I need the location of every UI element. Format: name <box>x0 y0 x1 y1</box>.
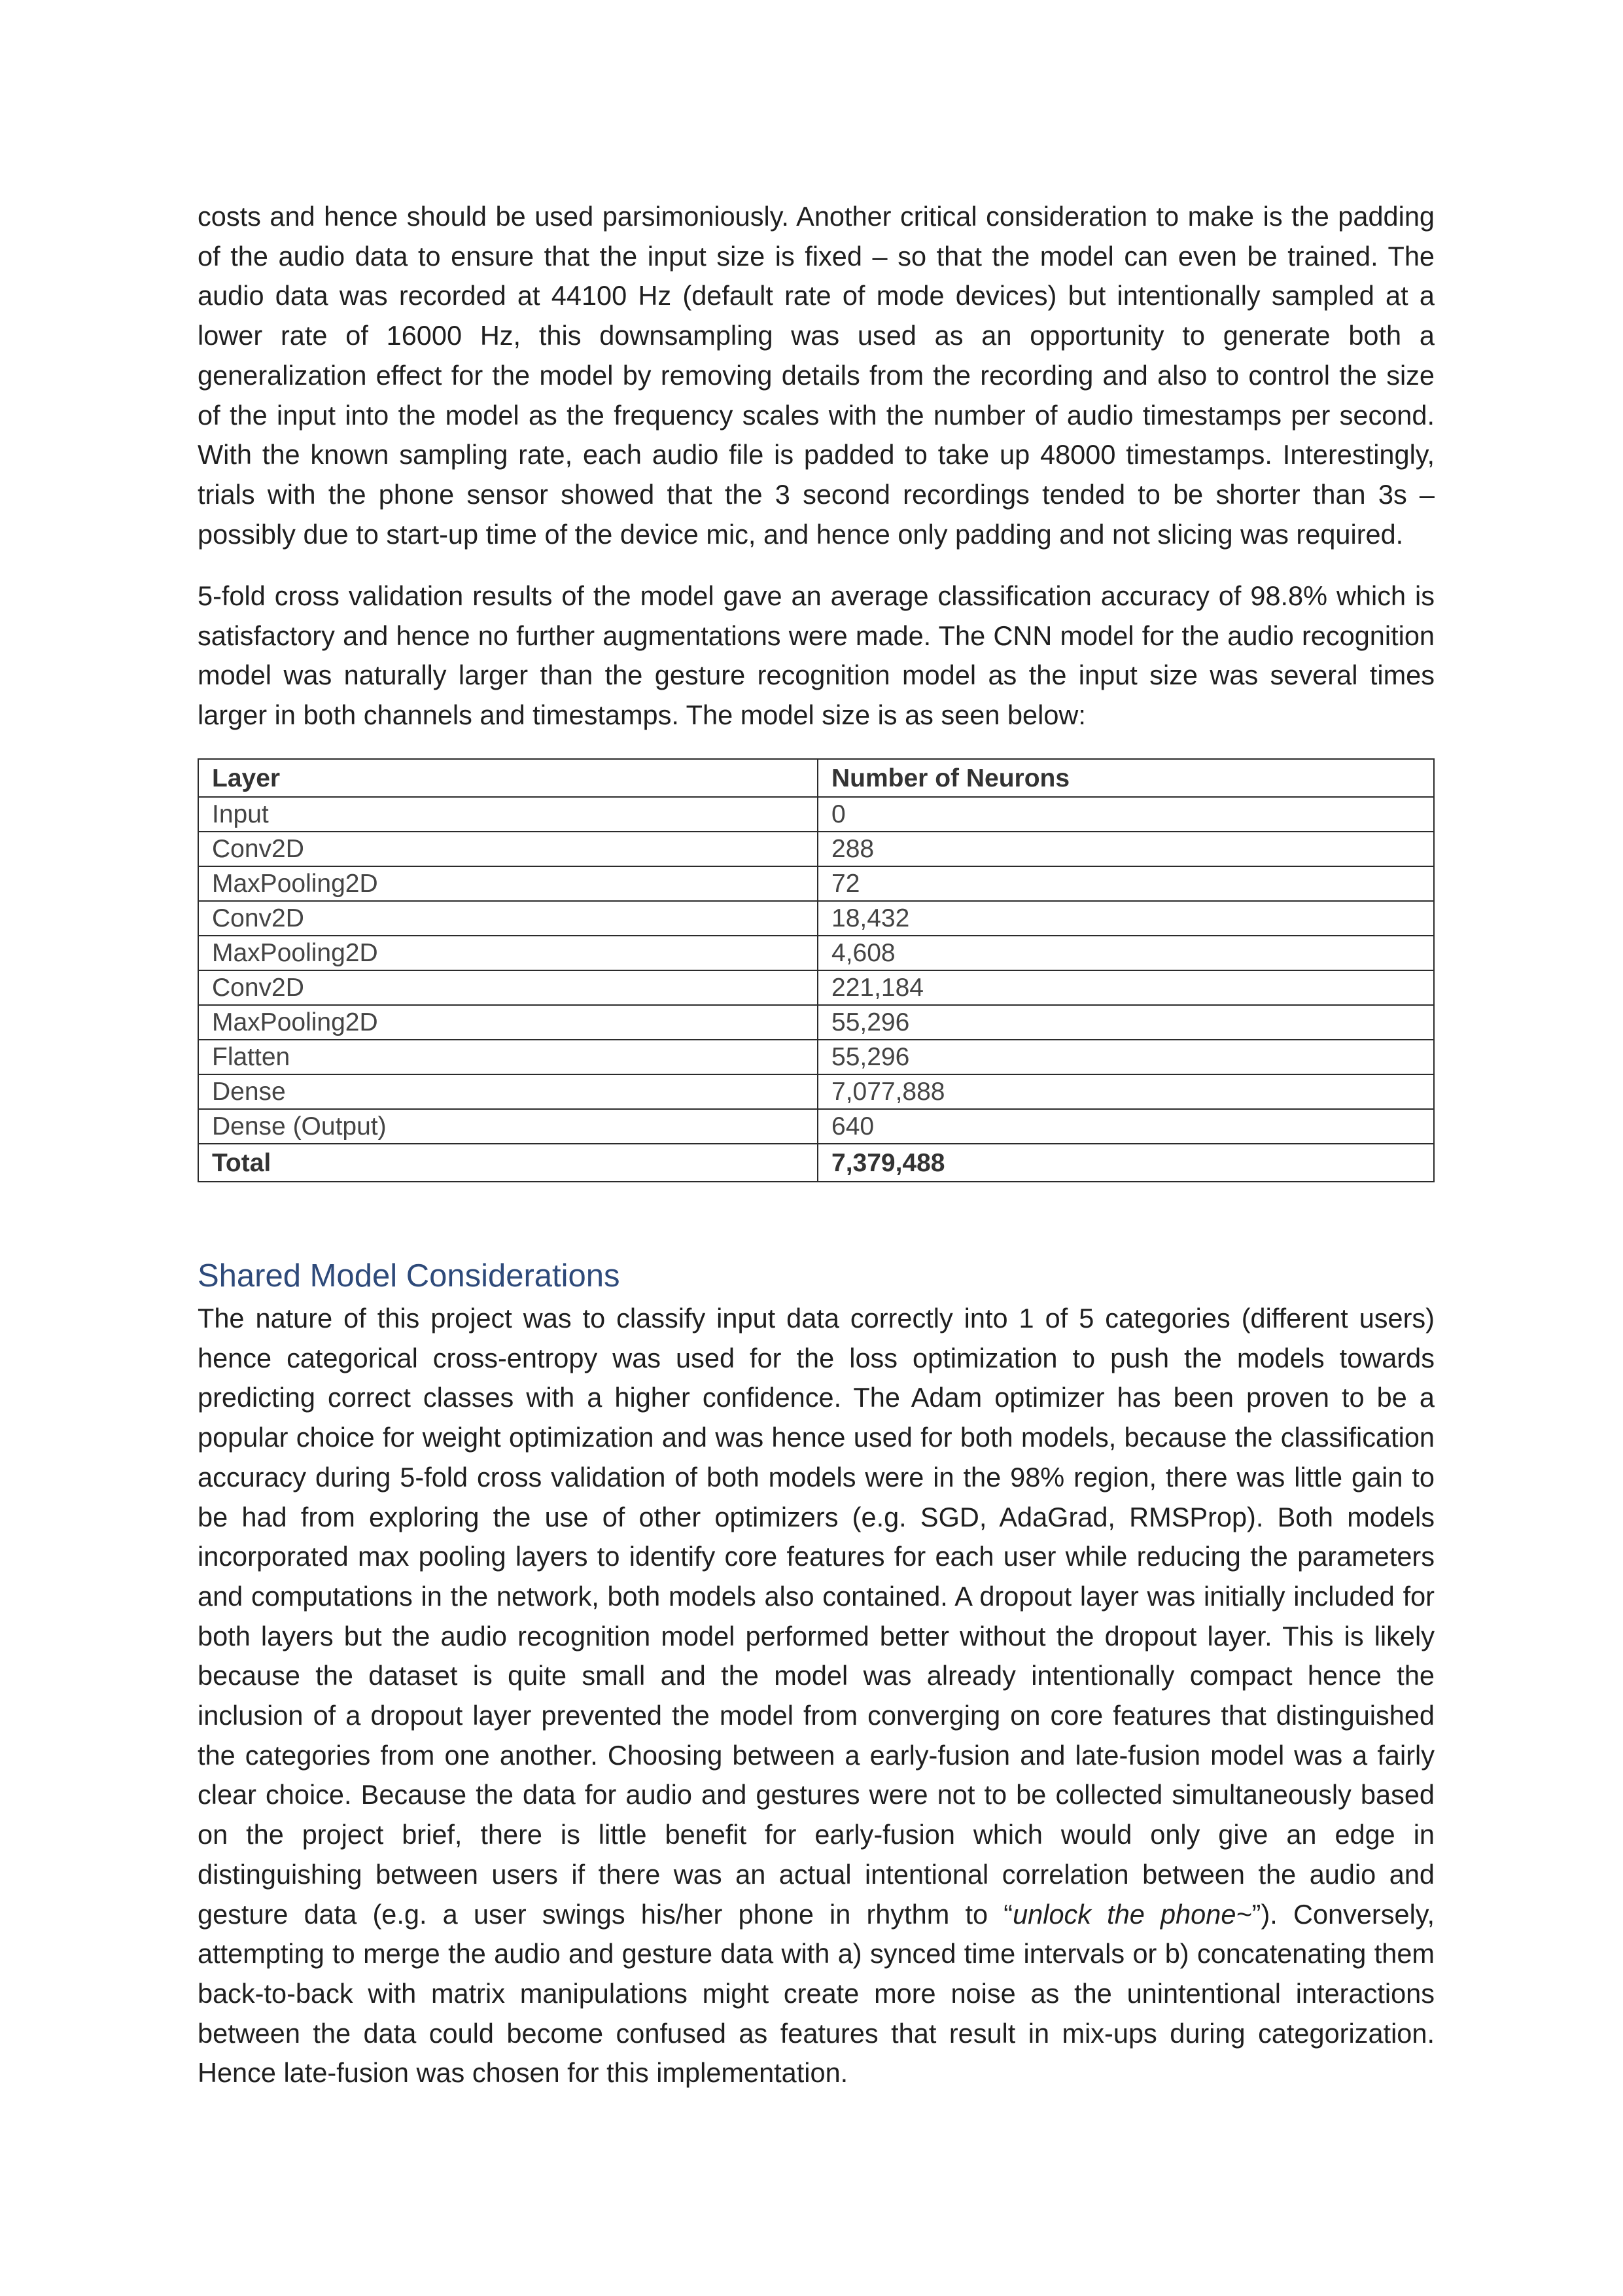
layer-cell: Flatten <box>198 1040 818 1074</box>
total-label: Total <box>198 1144 818 1182</box>
table-row <box>198 1005 1434 1040</box>
header-neurons: Number of Neurons <box>818 759 1434 797</box>
paragraph-validation: 5-fold cross validation results of the model gave an average classification accuracy of 98.8% which is satisfactory and hence no further augmentations were made. The CNN model for the audio recognition model was naturally larger than the gesture recognition model as the input size was several times larger in both channels and timestamps. The model size is as seen below: <box>198 580 1435 731</box>
table-total-row <box>198 1144 1434 1182</box>
layer-cell: Dense <box>198 1074 818 1109</box>
table-row <box>198 901 1434 936</box>
layer-cell: Input <box>198 797 818 832</box>
neurons-cell: 7,077,888 <box>818 1074 1434 1109</box>
neurons-cell: 55,296 <box>818 1005 1434 1040</box>
table-row <box>198 1040 1434 1074</box>
layer-cell: Conv2D <box>198 901 818 936</box>
layer-cell: MaxPooling2D <box>198 1005 818 1040</box>
layer-cell: Dense (Output) <box>198 1109 818 1144</box>
paragraph-padding: costs and hence should be used parsimoniously. Another critical consideration to make is the padding of the audio data to ensure that the input size is fixed – so that the model can even be trained. The audio data was recorded at 44100 Hz (default rate of mode devices) but intentionally sampled at a lower rate of 16000 Hz, this downsampling was used as an opportunity to generate both a generalization effect for the model by removing details from the recording and also to control the size of the input into the model as the frequency scales with the number of audio timestamps per second. With the known sampling rate, each audio file is padded to take up 48000 timestamps. Interestingly, trials with the phone sensor showed that the 3 second recordings tended to be shorter than 3s – possibly due to start-up time of the device mic, and hence only padding and not slicing was required. <box>198 201 1435 550</box>
neurons-cell: 221,184 <box>818 970 1434 1005</box>
layer-cell: Conv2D <box>198 832 818 866</box>
header-layer: Layer <box>198 759 818 797</box>
table-row <box>198 970 1434 1005</box>
table-row <box>198 797 1434 832</box>
layer-cell: Conv2D <box>198 970 818 1005</box>
total-value: 7,379,488 <box>818 1144 1434 1182</box>
neurons-cell: 288 <box>818 832 1434 866</box>
table-row <box>198 832 1434 866</box>
neurons-cell: 18,432 <box>818 901 1434 936</box>
model-size-table <box>198 758 1435 1182</box>
table-row <box>198 1074 1434 1109</box>
neurons-cell: 72 <box>818 866 1434 901</box>
emphasis-text: unlock the phone~ <box>1013 1898 1252 1930</box>
section-heading: Shared Model Considerations <box>198 1258 620 1294</box>
layer-cell: MaxPooling2D <box>198 866 818 901</box>
layer-cell: MaxPooling2D <box>198 936 818 970</box>
neurons-cell: 55,296 <box>818 1040 1434 1074</box>
table-row <box>198 936 1434 970</box>
paragraph-shared-considerations <box>198 1299 1435 2093</box>
neurons-cell: 0 <box>818 797 1434 832</box>
table-row <box>198 1109 1434 1144</box>
neurons-cell: 640 <box>818 1109 1434 1144</box>
table-row <box>198 866 1434 901</box>
text-run: The nature of this project was to classify input data correctly into 1 of 5 categories (different users) hence categorical cross-entropy was used for the loss optimization to push the models towards predicting correct classes with a higher confidence. The Adam optimizer has been proven to be a popular choice for weight optimization and was hence used for both models, because the classification accuracy during 5-fold cross validation of both models were in the 98% region, there was little gain to be had from exploring the use of other optimizers (e.g. SGD, AdaGrad, RMSProp). Both models incorporated max pooling layers to identify core features for each user while reducing the parameters and computations in the network, both models also contained. A dropout layer was initially included for both layers but the audio recognition model performed better without the dropout layer. This is likely because the dataset is quite small and the model was already intentionally compact hence the inclusion of a dropout layer prevented the model from converging on core features that distinguished the categories from one another. Choosing between a early-fusion and late-fusion model was a fairly clear choice. Because the data for audio and gestures were not to be collected simultaneously based on the project brief, there is little benefit for early-fusion which would only give an edge in distinguishing between users if there was an actual intentional correlation between the audio and gesture data (e.g. a user swings his/her phone in rhythm to “ <box>198 1303 1435 1930</box>
text-run: ”). Conversely, attempting to merge the audio and gesture data with a) synced time intervals or b) concatenating them back-to-back with matrix manipulations might create more noise as the unintentional interactions between the data could become confused as features that result in mix-ups during categorization. Hence late-fusion was chosen for this implementation. <box>198 1898 1435 2089</box>
table-header-row <box>198 759 1434 797</box>
neurons-cell: 4,608 <box>818 936 1434 970</box>
